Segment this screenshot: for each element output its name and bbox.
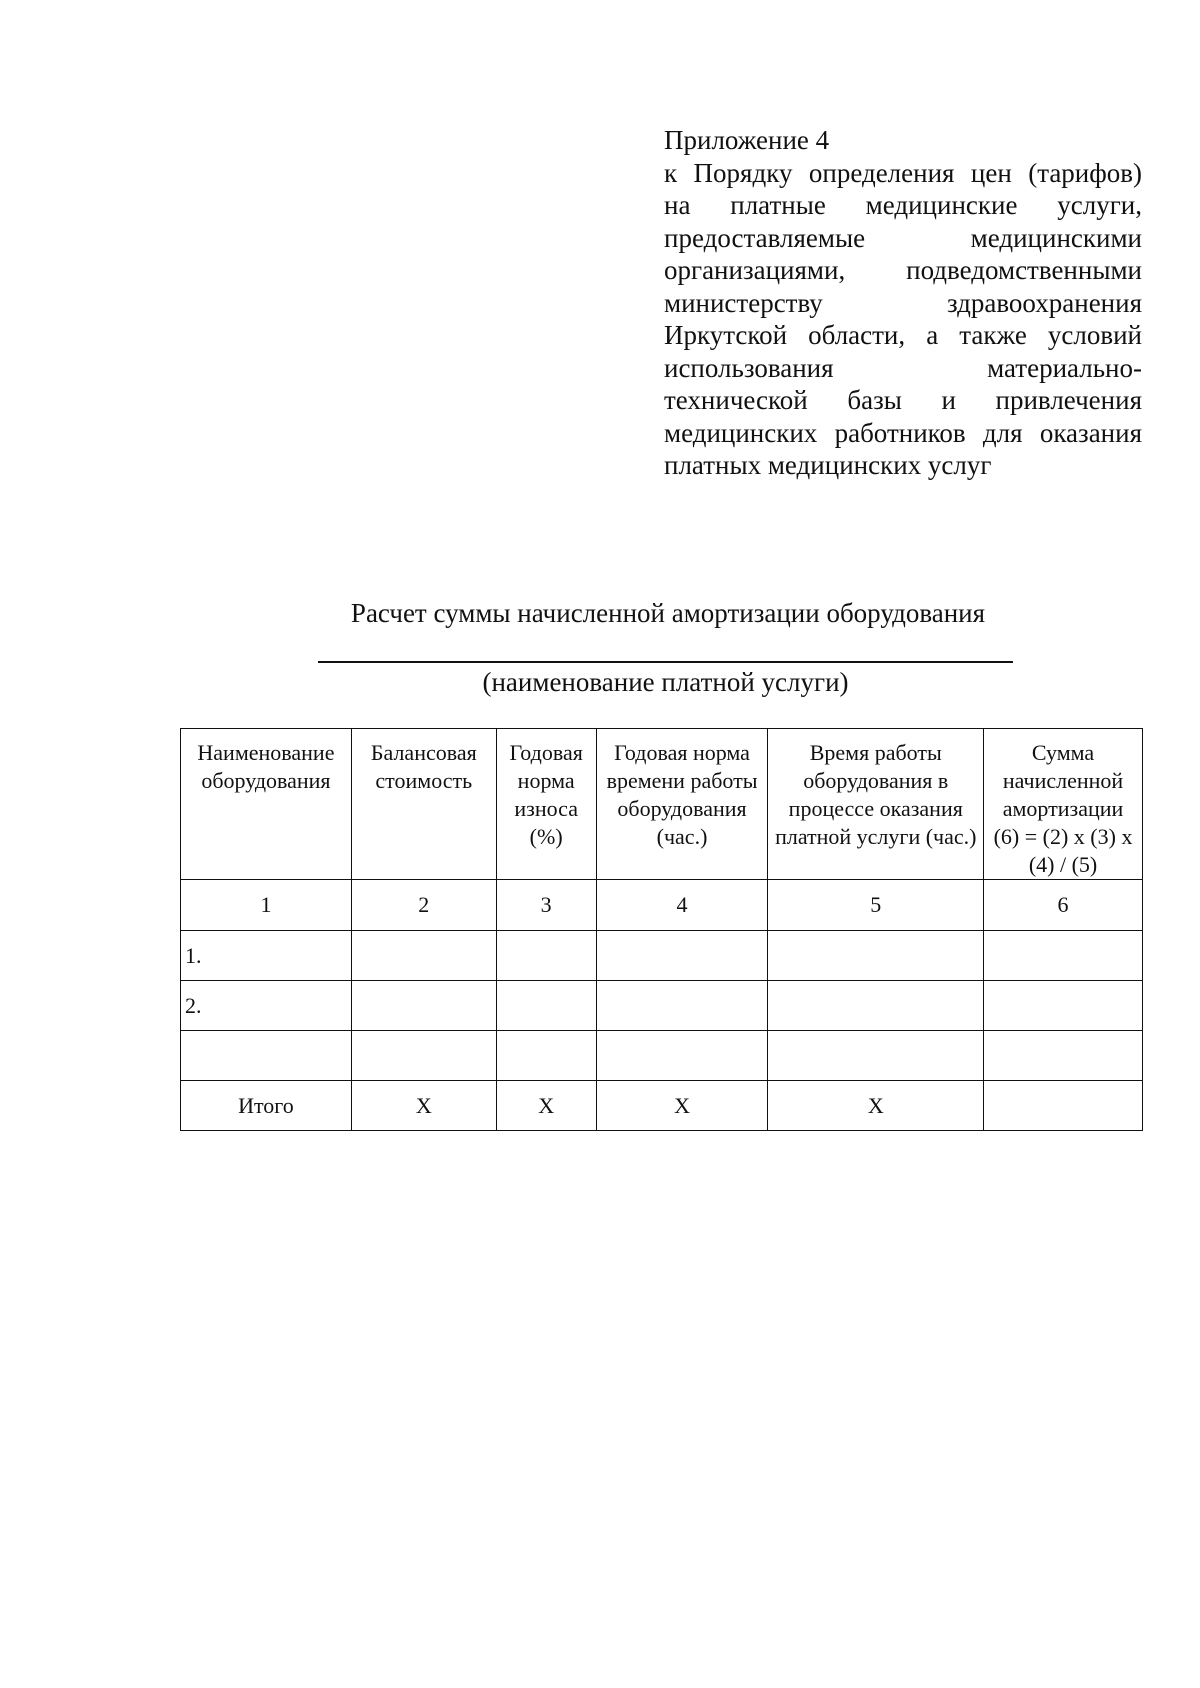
table-cell xyxy=(596,1031,768,1081)
table-cell xyxy=(984,1031,1143,1081)
appendix-line: организациями, подведомственными xyxy=(664,255,1142,285)
header-equipment-name: Наименование оборудования xyxy=(181,729,352,880)
appendix-line: Иркутской области, а также условий xyxy=(664,320,1142,350)
appendix-line: технической базы и привлечения xyxy=(664,385,1142,415)
total-label: Итого xyxy=(181,1081,352,1131)
table-cell xyxy=(496,981,596,1031)
service-name-caption: (наименование платной услуги) xyxy=(482,667,849,697)
appendix-line: предоставляемые медицинскими xyxy=(664,222,1142,253)
column-number-row xyxy=(181,880,1143,931)
document-title: Расчет суммы начисленной амортизации оборудования xyxy=(350,598,986,628)
column-number: 2 xyxy=(351,880,496,931)
header-balance-value: Балансовая стоимость xyxy=(351,729,496,880)
table-cell xyxy=(984,981,1143,1031)
table-cell xyxy=(768,931,984,981)
appendix-line: платных медицинских услуг xyxy=(664,450,992,480)
amortization-table xyxy=(180,728,1143,1131)
service-name-fill-line xyxy=(318,661,1013,663)
appendix-line: использования материально- xyxy=(664,352,1142,383)
total-cell xyxy=(984,1081,1143,1131)
table-row xyxy=(181,981,1143,1031)
table-cell xyxy=(496,931,596,981)
table-cell xyxy=(768,981,984,1031)
total-cell: X xyxy=(351,1081,496,1131)
total-cell: X xyxy=(596,1081,768,1131)
total-row xyxy=(181,1081,1143,1131)
total-cell: X xyxy=(768,1081,984,1131)
table-cell xyxy=(596,931,768,981)
table-cell xyxy=(351,931,496,981)
table-cell xyxy=(351,981,496,1031)
column-number: 5 xyxy=(768,880,984,931)
appendix-line: к Порядку определения цен (тарифов) xyxy=(664,157,1142,188)
total-cell: X xyxy=(496,1081,596,1131)
table-header-row xyxy=(181,729,1143,880)
header-annual-operating-time: Годовая норма времени работы оборудования (час.) xyxy=(596,729,768,880)
table-row xyxy=(181,1031,1143,1081)
table-cell xyxy=(984,931,1143,981)
table-cell: 1. xyxy=(181,931,352,981)
column-number: 1 xyxy=(181,880,352,931)
column-number: 3 xyxy=(496,880,596,931)
header-service-operating-time: Время работы оборудования в процессе оказания платной услуги (час.) xyxy=(768,729,984,880)
table-cell xyxy=(181,1031,352,1081)
table-cell xyxy=(496,1031,596,1081)
column-number: 4 xyxy=(596,880,768,931)
table-row xyxy=(181,931,1143,981)
table-cell xyxy=(351,1031,496,1081)
header-annual-wear-rate: Годовая норма износа (%) xyxy=(496,729,596,880)
appendix-line: министерству здравоохранения xyxy=(664,287,1142,318)
column-number: 6 xyxy=(984,880,1143,931)
appendix-line: медицинских работников для оказания xyxy=(664,417,1142,448)
appendix-line: на платные медицинские услуги, xyxy=(664,190,1142,220)
table-cell xyxy=(768,1031,984,1081)
header-accrued-amortization: Сумма начисленной амортизации (6) = (2) x (3) x (4) / (5) xyxy=(984,729,1143,880)
appendix-block xyxy=(664,124,1142,482)
table-cell: 2. xyxy=(181,981,352,1031)
appendix-title: Приложение 4 xyxy=(664,125,830,155)
table-cell xyxy=(596,981,768,1031)
